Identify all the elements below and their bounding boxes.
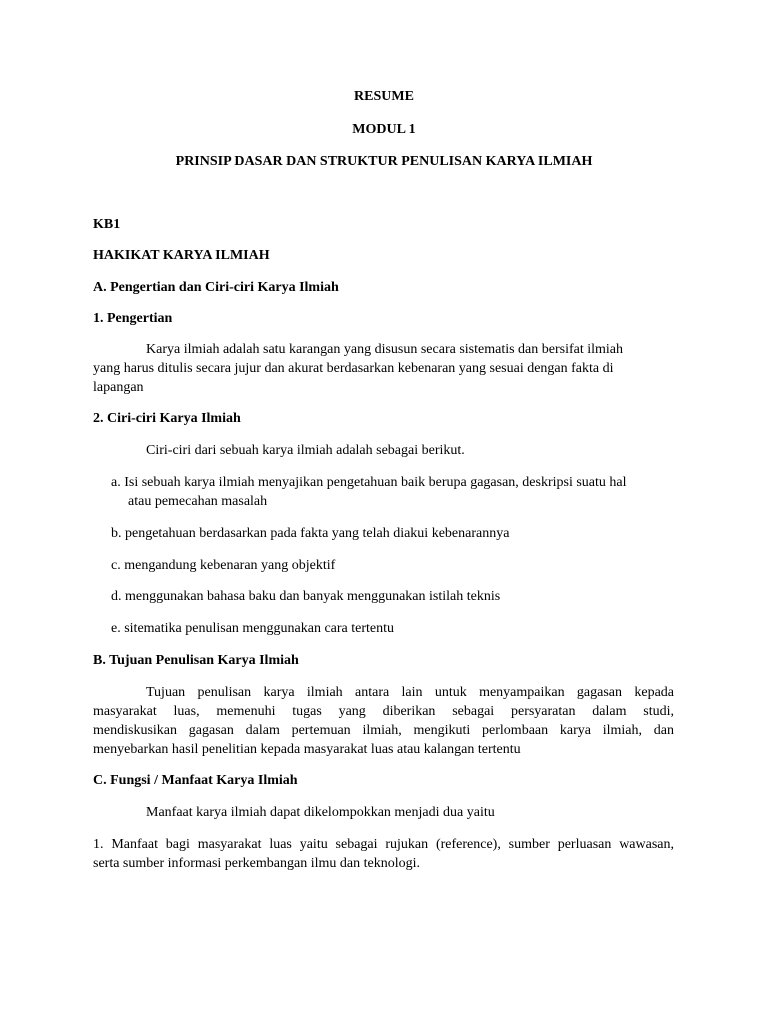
pengertian-line-3: lapangan bbox=[93, 380, 144, 395]
section-b-line-2: masyarakat luas, memenuhi tugas yang diberikan sebagai persyaratan dalam studi, bbox=[93, 704, 674, 719]
section-b-line-1: Tujuan penulisan karya ilmiah antara lain untuk menyampaikan gagasan kepada bbox=[146, 685, 674, 700]
section-b-heading: B. Tujuan Penulisan Karya Ilmiah bbox=[93, 653, 299, 668]
kb-label: KB1 bbox=[93, 217, 121, 232]
document-title: PRINSIP DASAR DAN STRUKTUR PENULISAN KARYA ILMIAH bbox=[175, 154, 593, 169]
section-a-heading: A. Pengertian dan Ciri-ciri Karya Ilmiah bbox=[93, 280, 339, 295]
resume-title: RESUME bbox=[354, 89, 414, 104]
list-item-a-continuation: atau pemecahan masalah bbox=[128, 494, 268, 509]
section-b-line-3: mendiskusikan gagasan dalam pertemuan ilmiah, mengikuti perlombaan karya ilmiah, dan bbox=[93, 723, 674, 738]
section-b-line-4: menyebarkan hasil penelitian kepada masyarakat luas atau kalangan tertentu bbox=[93, 742, 521, 757]
ciri-ciri-heading: 2. Ciri-ciri Karya Ilmiah bbox=[93, 411, 241, 426]
list-item-b: b. pengetahuan berdasarkan pada fakta yang telah diakui kebenarannya bbox=[111, 526, 510, 541]
pengertian-line-1: Karya ilmiah adalah satu karangan yang disusun secara sistematis dan bersifat ilmiah bbox=[146, 342, 624, 357]
section-c-item-1-line-1: 1. Manfaat bagi masyarakat luas yaitu sebagai rujukan (reference), sumber perluasan wawasan, bbox=[93, 837, 674, 852]
list-item-a: a. Isi sebuah karya ilmiah menyajikan pengetahuan baik berupa gagasan, deskripsi suatu hal bbox=[111, 475, 627, 490]
module-title: MODUL 1 bbox=[352, 122, 416, 137]
section-title: HAKIKAT KARYA ILMIAH bbox=[93, 248, 270, 263]
section-c-intro: Manfaat karya ilmiah dapat dikelompokkan menjadi dua yaitu bbox=[146, 805, 495, 820]
ciri-ciri-intro: Ciri-ciri dari sebuah karya ilmiah adalah sebagai berikut. bbox=[146, 443, 465, 458]
section-c-heading: C. Fungsi / Manfaat Karya Ilmiah bbox=[93, 773, 298, 788]
pengertian-heading: 1. Pengertian bbox=[93, 311, 173, 326]
section-c-item-1-line-2: serta sumber informasi perkembangan ilmu dan teknologi. bbox=[93, 856, 420, 871]
list-item-c: c. mengandung kebenaran yang objektif bbox=[111, 558, 336, 573]
pengertian-line-2: yang harus ditulis secara jujur dan akurat berdasarkan kebenaran yang sesuai dengan fakta di bbox=[93, 361, 614, 376]
list-item-e: e. sitematika penulisan menggunakan cara tertentu bbox=[111, 621, 395, 636]
list-item-d: d. menggunakan bahasa baku dan banyak menggunakan istilah teknis bbox=[111, 589, 501, 604]
